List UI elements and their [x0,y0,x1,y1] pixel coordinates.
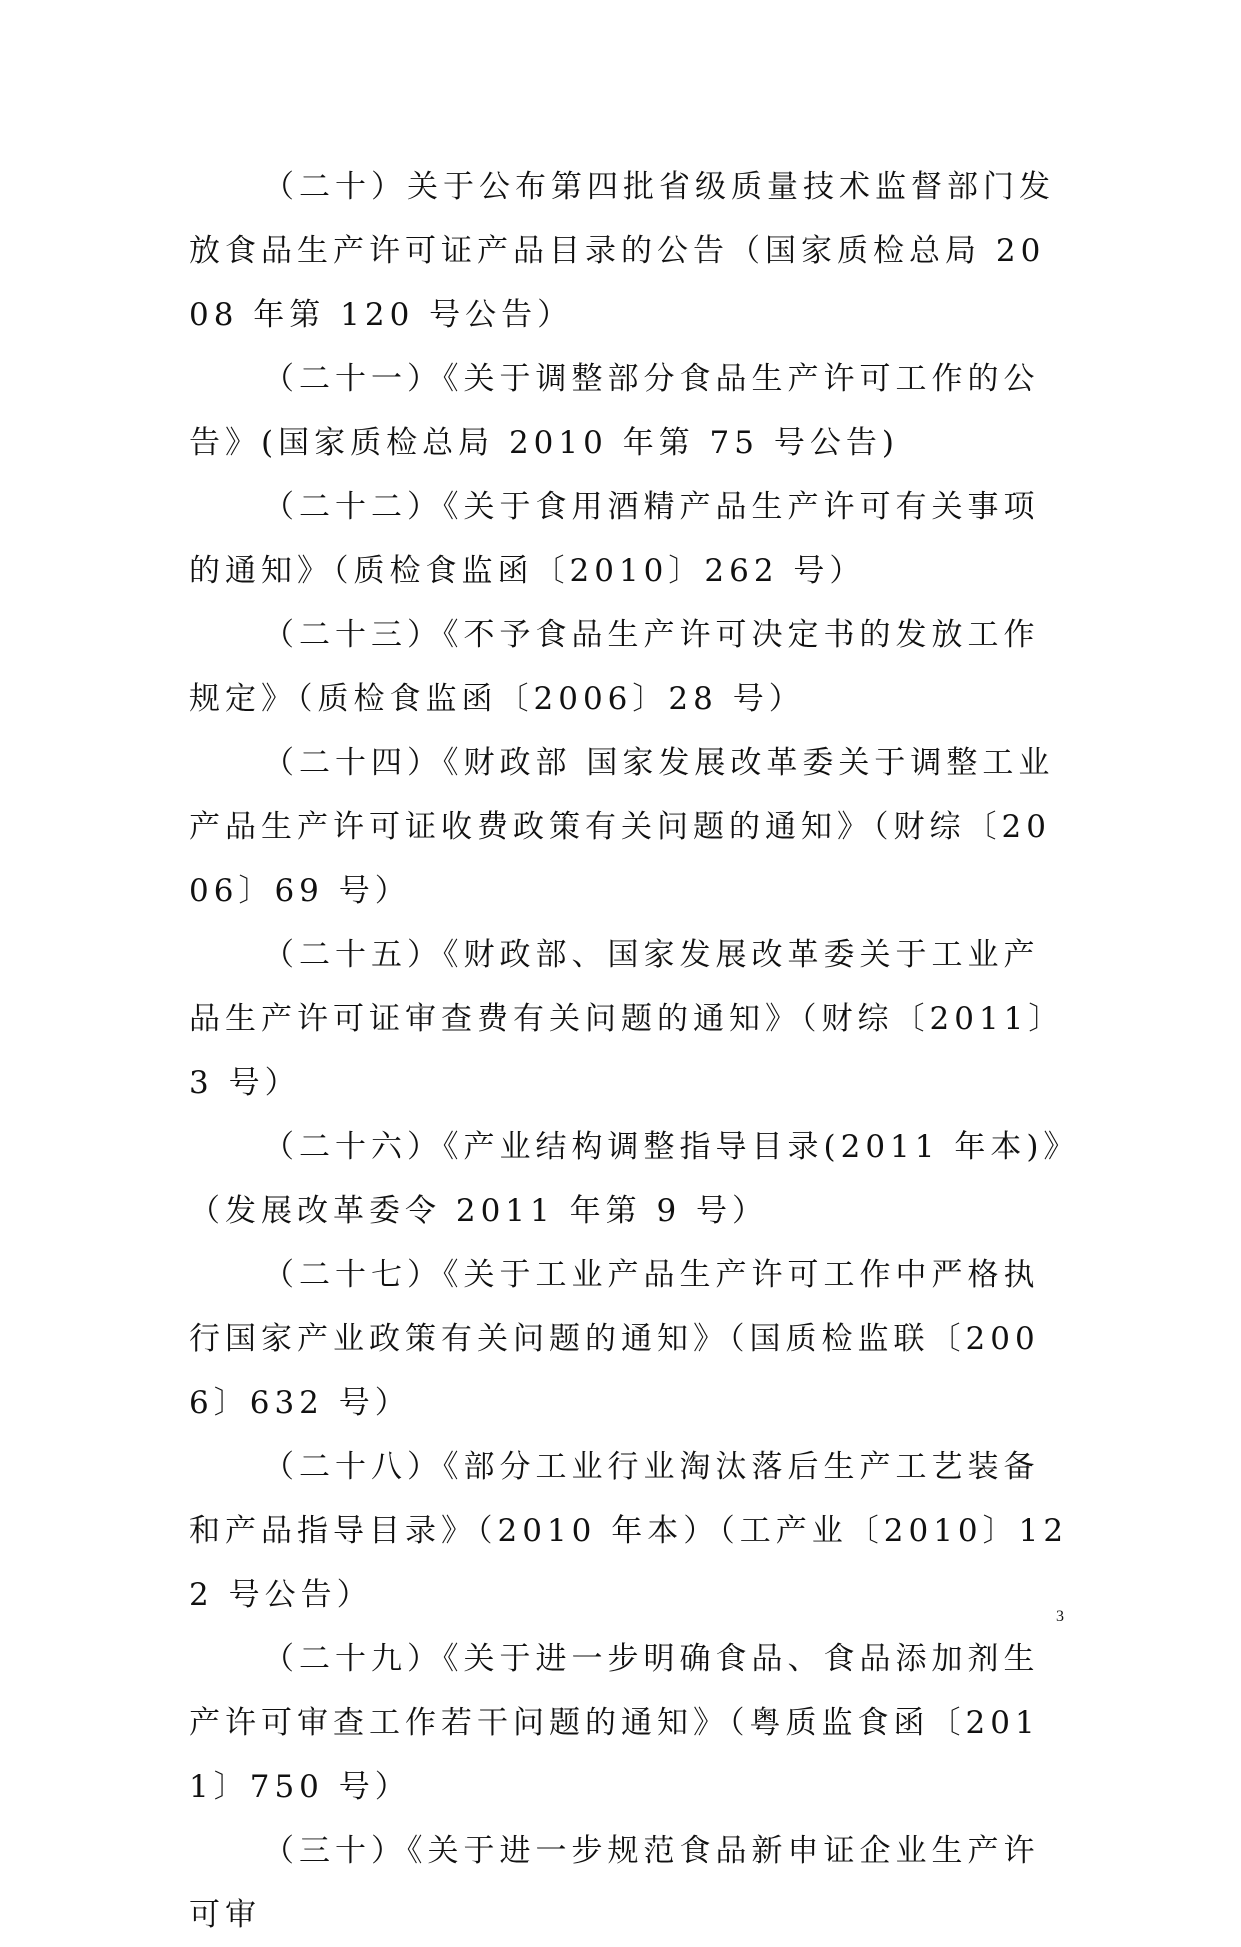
page-number: 3 [1056,1608,1064,1625]
paragraph-29: （二十九）《关于进一步明确食品、食品添加剂生产许可审查工作若干问题的通知》（粤质监食函〔2011〕750 号） [189,1641,1040,1805]
paragraph-25: （二十五）《财政部、国家发展改革委关于工业产品生产许可证审查费有关问题的通知》（财综〔2011〕3 号） [189,937,1065,1101]
paragraph-28: （二十八）《部分工业行业淘汰落后生产工艺装备和产品指导目录》（2010 年本）（工产业〔2010〕122 号公告） [189,1449,1069,1613]
paragraph-26: （二十六）《产业结构调整指导目录(2011 年本)》（发展改革委令 2011 年第 9 号） [189,1129,1064,1229]
paragraph-22: （二十二）《关于食用酒精产品生产许可有关事项的通知》（质检食监函〔2010〕262 号） [189,489,1040,589]
paragraph-20: （二十）关于公布第四批省级质量技术监督部门发放食品生产许可证产品目录的公告（国家质检总局 2008 年第 120 号公告） [189,169,1055,333]
paragraph-27: （二十七）《关于工业产品生产许可工作中严格执行国家产业政策有关问题的通知》（国质检监联〔2006〕632 号） [189,1257,1040,1421]
paragraph-21: （二十一）《关于调整部分食品生产许可工作的公告》(国家质检总局 2010 年第 75 号公告) [189,361,1040,461]
paragraph-24: （二十四）《财政部 国家发展改革委关于调整工业产品生产许可证收费政策有关问题的通知》（财综〔2006〕69 号） [189,745,1055,909]
document-body [189,155,1069,1947]
paragraph-30: （三十）《关于进一步规范食品新申证企业生产许可审 [189,1833,1040,1933]
paragraph-23: （二十三）《不予食品生产许可决定书的发放工作规定》（质检食监函〔2006〕28 号） [189,617,1040,717]
